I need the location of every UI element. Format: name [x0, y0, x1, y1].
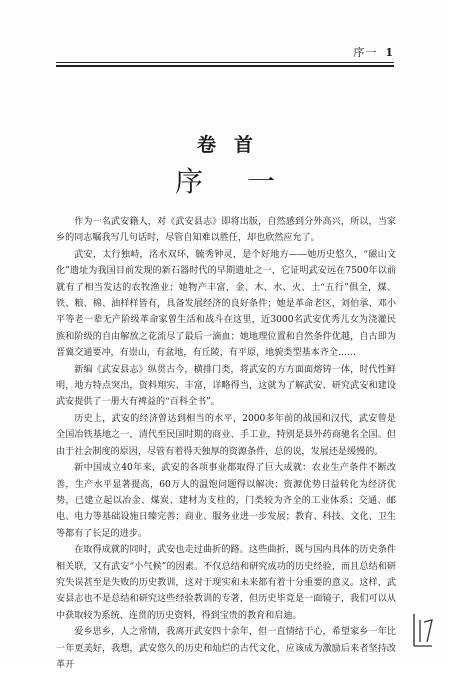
section-title: 序一	[174, 165, 319, 198]
body-text	[56, 214, 396, 673]
handwritten-margin-mark	[410, 612, 436, 650]
page-number: 1	[385, 46, 394, 59]
running-head-title: 序一	[353, 46, 378, 59]
running-head	[353, 44, 394, 60]
paragraph: 新中国成立40年来，武安的各项事业都取得了巨大成就：农业生产条件不断改善，生产水平显著提高，60万人的温饱问题得以解决；资源优势日益转化为经济优势，已建立起以冶金、煤炭、建材为支柱的，门类较为齐全的工业体系；交通、邮电、电力等基础设施日臻完善；商业、服务业进一步发展；教育、科技、文化、卫生等都有了长足的进步。	[56, 463, 396, 539]
paragraph: 作为一名武安籍人，对《武安县志》即将出版，自然感到分外高兴，所以，当家乡的同志嘱我写几句话时，尽管自知难以胜任，却也欣然应允了。	[56, 217, 396, 244]
paragraph: 武安，太行独峙，洺水双环，毓秀钟灵，是个好地方——她历史悠久，“磁山文化”遗址为我国目前发现的新石器时代的早期遗址之一，它证明武安远在7500年以前就有了相当发达的农牧渔业；她物产丰富，金、木、水、火、土“五行”俱全，煤、铁、粮、棉、油样样皆有，具备发展经济的良好条件；她是革命老区，刘伯承、邓小平等老一辈无产阶级革命家曾生活和战斗在这里，近3000名武安优秀儿女为浇灌民族和阶级的自由解放之花流尽了最后一滴血；她地理位置和自然条件优越，自古即为晋冀交通要冲，有崇山，有盆地，有丘陵，有平原，地貌类型基本齐全……	[56, 249, 396, 359]
header-rule-thick	[56, 65, 394, 67]
paragraph: 历史上，武安的经济曾达到相当的水平，2000多年前的战国和汉代，武安曾是全国冶铁基地之一，清代至民国时期的商业、手工业，特别是县外药商驰名全国。但由于社会制度的原因，尽管有着得天独厚的资源条件，总的说，发展还是缓慢的。	[56, 413, 396, 457]
paragraph: 爱乡思乡，人之常情，我离开武安四十余年，但一直情结于心，希望家乡一年比一年更美好，我想，武安悠久的历史和灿烂的古代文化，应该成为激励后来者坚持改革开	[56, 627, 396, 670]
paragraph: 在取得成就的同时，武安也走过曲折的路。这些曲折，既与国内具体的历史条件相关联，又有武安“小气候”的因素。不仅总结和研究成功的历史经验，而且总结和研究失误甚至是失败的历史教训，这对于现实和未来都有着十分重要的意义。这样，武安县志也不是总结和研究这些经验教训的专著，但历史毕竟是一面镜子，我们可以从中获取较为系统、连贯的历史资料，得到宝贵的教育和启迪。	[56, 545, 396, 621]
paragraph: 新编《武安县志》纵贯古今，横排门类，将武安的方方面面熔铸一体，时代性鲜明，地方特点突出，资料翔实、丰富，详略得当，这就为了解武安、研究武安和建设武安提供了一册大有裨益的“百科全书”。	[56, 364, 396, 408]
header-rule-thin	[56, 62, 394, 63]
volume-title: 卷首	[196, 134, 271, 156]
